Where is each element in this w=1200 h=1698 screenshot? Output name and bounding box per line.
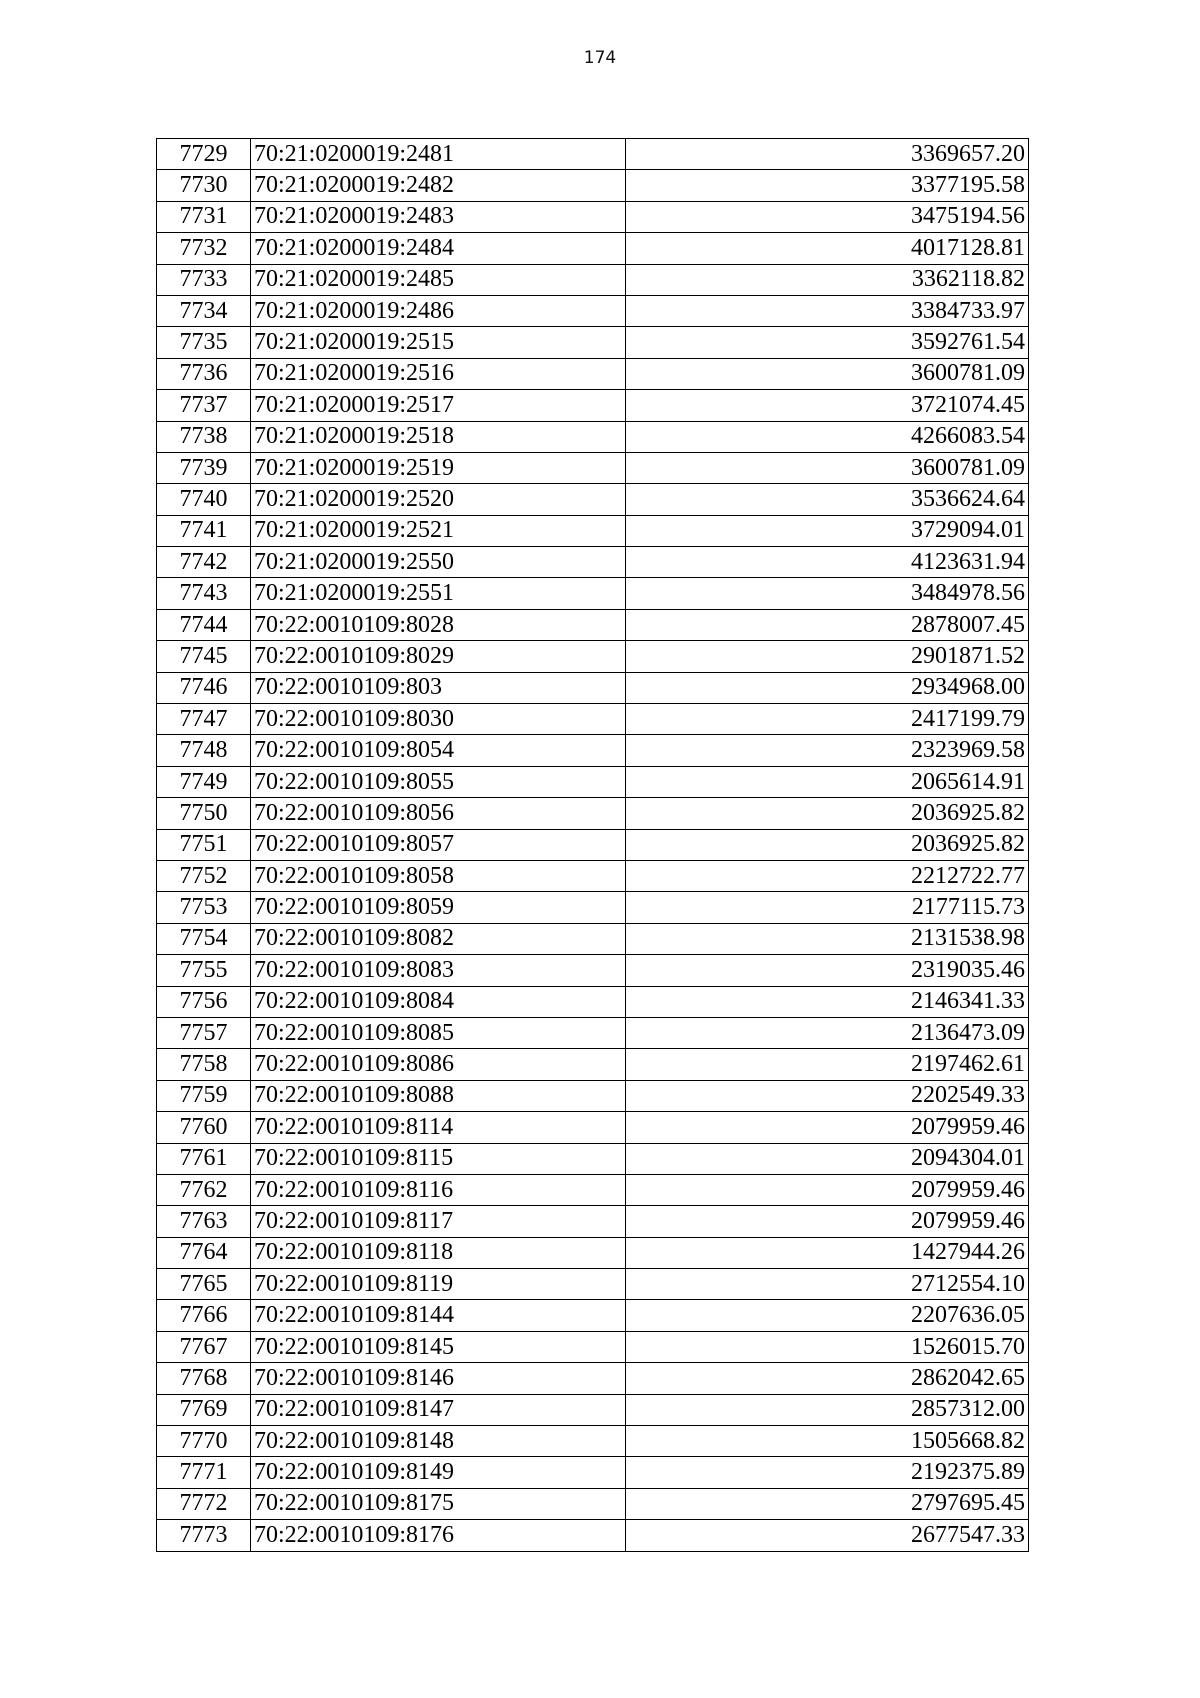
cadastral-value-cell: 2323969.58: [626, 735, 1029, 766]
cadastral-value-cell: 2079959.46: [626, 1206, 1029, 1237]
row-number-cell: 7761: [157, 1143, 251, 1174]
cadastral-number-cell: 70:21:0200019:2482: [251, 170, 626, 201]
cadastral-value-cell: 2146341.33: [626, 986, 1029, 1017]
cadastral-number-cell: 70:21:0200019:2485: [251, 264, 626, 295]
table-row: [157, 1269, 1029, 1300]
cadastral-value-cell: 3592761.54: [626, 327, 1029, 358]
cadastral-number-cell: 70:22:0010109:8055: [251, 766, 626, 797]
cadastral-number-cell: 70:21:0200019:2481: [251, 139, 626, 170]
table-row: [157, 1080, 1029, 1111]
table-row: [157, 609, 1029, 640]
cadastral-number-cell: 70:22:0010109:8057: [251, 829, 626, 860]
cadastral-value-cell: 2934968.00: [626, 672, 1029, 703]
row-number-cell: 7764: [157, 1237, 251, 1268]
cadastral-value-cell: 4123631.94: [626, 547, 1029, 578]
cadastral-number-cell: 70:22:0010109:803: [251, 672, 626, 703]
cadastral-value-cell: 3369657.20: [626, 139, 1029, 170]
table-row: [157, 327, 1029, 358]
row-number-cell: 7731: [157, 201, 251, 232]
table-row: [157, 923, 1029, 954]
row-number-cell: 7750: [157, 798, 251, 829]
cadastral-value-cell: 2136473.09: [626, 1017, 1029, 1048]
table-row: [157, 892, 1029, 923]
cadastral-number-cell: 70:22:0010109:8059: [251, 892, 626, 923]
cadastral-number-cell: 70:22:0010109:8056: [251, 798, 626, 829]
cadastral-number-cell: 70:21:0200019:2520: [251, 484, 626, 515]
cadastral-value-cell: 2207636.05: [626, 1300, 1029, 1331]
row-number-cell: 7738: [157, 421, 251, 452]
row-number-cell: 7745: [157, 641, 251, 672]
cadastral-number-cell: 70:21:0200019:2519: [251, 452, 626, 483]
cadastral-number-cell: 70:22:0010109:8082: [251, 923, 626, 954]
table-row: [157, 1520, 1029, 1551]
cadastral-number-cell: 70:22:0010109:8175: [251, 1488, 626, 1519]
cadastral-value-cell: 3384733.97: [626, 295, 1029, 326]
cadastral-value-cell: 1427944.26: [626, 1237, 1029, 1268]
cadastral-number-cell: 70:21:0200019:2516: [251, 358, 626, 389]
table-row: [157, 829, 1029, 860]
row-number-cell: 7766: [157, 1300, 251, 1331]
cadastral-number-cell: 70:22:0010109:8116: [251, 1174, 626, 1205]
cadastral-value-cell: 2212722.77: [626, 860, 1029, 891]
table-row: [157, 201, 1029, 232]
cadastral-value-cell: 2094304.01: [626, 1143, 1029, 1174]
cadastral-value-cell: 3475194.56: [626, 201, 1029, 232]
row-number-cell: 7767: [157, 1331, 251, 1362]
cadastral-value-cell: 1505668.82: [626, 1426, 1029, 1457]
row-number-cell: 7762: [157, 1174, 251, 1205]
row-number-cell: 7765: [157, 1269, 251, 1300]
row-number-cell: 7759: [157, 1080, 251, 1111]
cadastral-value-cell: 2079959.46: [626, 1112, 1029, 1143]
table-row: [157, 986, 1029, 1017]
cadastral-number-cell: 70:22:0010109:8085: [251, 1017, 626, 1048]
cadastral-value-cell: 2036925.82: [626, 829, 1029, 860]
cadastral-number-cell: 70:21:0200019:2518: [251, 421, 626, 452]
row-number-cell: 7756: [157, 986, 251, 1017]
cadastral-value-table: [156, 138, 1029, 1552]
table-row: [157, 233, 1029, 264]
table-row: [157, 1457, 1029, 1488]
cadastral-value-cell: 2319035.46: [626, 955, 1029, 986]
cadastral-number-cell: 70:22:0010109:8088: [251, 1080, 626, 1111]
cadastral-number-cell: 70:21:0200019:2515: [251, 327, 626, 358]
cadastral-value-cell: 2131538.98: [626, 923, 1029, 954]
cadastral-number-cell: 70:21:0200019:2486: [251, 295, 626, 326]
row-number-cell: 7741: [157, 515, 251, 546]
cadastral-number-cell: 70:22:0010109:8146: [251, 1363, 626, 1394]
cadastral-number-cell: 70:21:0200019:2517: [251, 390, 626, 421]
cadastral-number-cell: 70:22:0010109:8149: [251, 1457, 626, 1488]
row-number-cell: 7773: [157, 1520, 251, 1551]
row-number-cell: 7742: [157, 547, 251, 578]
table-row: [157, 704, 1029, 735]
cadastral-value-cell: 3600781.09: [626, 358, 1029, 389]
cadastral-number-cell: 70:22:0010109:8119: [251, 1269, 626, 1300]
cadastral-value-cell: 2878007.45: [626, 609, 1029, 640]
table-row: [157, 139, 1029, 170]
cadastral-value-cell: 2065614.91: [626, 766, 1029, 797]
table-row: [157, 358, 1029, 389]
row-number-cell: 7747: [157, 704, 251, 735]
row-number-cell: 7757: [157, 1017, 251, 1048]
cadastral-value-cell: 3600781.09: [626, 452, 1029, 483]
table-row: [157, 641, 1029, 672]
table-row: [157, 766, 1029, 797]
cadastral-number-cell: 70:22:0010109:8029: [251, 641, 626, 672]
table-row: [157, 390, 1029, 421]
table-row: [157, 1331, 1029, 1362]
row-number-cell: 7760: [157, 1112, 251, 1143]
table-row: [157, 484, 1029, 515]
row-number-cell: 7755: [157, 955, 251, 986]
row-number-cell: 7730: [157, 170, 251, 201]
table-row: [157, 264, 1029, 295]
cadastral-value-cell: 3362118.82: [626, 264, 1029, 295]
row-number-cell: 7744: [157, 609, 251, 640]
table-row: [157, 1112, 1029, 1143]
cadastral-value-cell: 2192375.89: [626, 1457, 1029, 1488]
row-number-cell: 7729: [157, 139, 251, 170]
cadastral-number-cell: 70:22:0010109:8115: [251, 1143, 626, 1174]
cadastral-value-cell: 2036925.82: [626, 798, 1029, 829]
cadastral-value-cell: 3536624.64: [626, 484, 1029, 515]
cadastral-value-cell: 3484978.56: [626, 578, 1029, 609]
cadastral-number-cell: 70:22:0010109:8147: [251, 1394, 626, 1425]
table-row: [157, 170, 1029, 201]
cadastral-number-cell: 70:22:0010109:8084: [251, 986, 626, 1017]
table-row: [157, 1206, 1029, 1237]
row-number-cell: 7736: [157, 358, 251, 389]
cadastral-number-cell: 70:22:0010109:8054: [251, 735, 626, 766]
cadastral-value-cell: 3729094.01: [626, 515, 1029, 546]
cadastral-number-cell: 70:22:0010109:8118: [251, 1237, 626, 1268]
cadastral-number-cell: 70:21:0200019:2550: [251, 547, 626, 578]
table-row: [157, 1143, 1029, 1174]
cadastral-value-cell: 2079959.46: [626, 1174, 1029, 1205]
row-number-cell: 7740: [157, 484, 251, 515]
table-row: [157, 547, 1029, 578]
cadastral-number-cell: 70:22:0010109:8176: [251, 1520, 626, 1551]
table-row: [157, 798, 1029, 829]
row-number-cell: 7734: [157, 295, 251, 326]
table-row: [157, 1017, 1029, 1048]
cadastral-value-cell: 4017128.81: [626, 233, 1029, 264]
table-row: [157, 1237, 1029, 1268]
page-number: 174: [583, 48, 617, 68]
row-number-cell: 7737: [157, 390, 251, 421]
row-number-cell: 7768: [157, 1363, 251, 1394]
cadastral-number-cell: 70:22:0010109:8028: [251, 609, 626, 640]
cadastral-number-cell: 70:22:0010109:8083: [251, 955, 626, 986]
cadastral-number-cell: 70:22:0010109:8114: [251, 1112, 626, 1143]
row-number-cell: 7749: [157, 766, 251, 797]
table-row: [157, 735, 1029, 766]
row-number-cell: 7751: [157, 829, 251, 860]
row-number-cell: 7739: [157, 452, 251, 483]
table-row: [157, 955, 1029, 986]
cadastral-value-cell: 2202549.33: [626, 1080, 1029, 1111]
cadastral-number-cell: 70:22:0010109:8144: [251, 1300, 626, 1331]
row-number-cell: 7771: [157, 1457, 251, 1488]
cadastral-number-cell: 70:22:0010109:8058: [251, 860, 626, 891]
row-number-cell: 7748: [157, 735, 251, 766]
row-number-cell: 7772: [157, 1488, 251, 1519]
row-number-cell: 7770: [157, 1426, 251, 1457]
table-row: [157, 1049, 1029, 1080]
row-number-cell: 7758: [157, 1049, 251, 1080]
cadastral-value-cell: 2197462.61: [626, 1049, 1029, 1080]
cadastral-number-cell: 70:22:0010109:8117: [251, 1206, 626, 1237]
row-number-cell: 7746: [157, 672, 251, 703]
cadastral-value-cell: 2901871.52: [626, 641, 1029, 672]
table-row: [157, 672, 1029, 703]
table-row: [157, 1363, 1029, 1394]
cadastral-number-cell: 70:22:0010109:8086: [251, 1049, 626, 1080]
row-number-cell: 7743: [157, 578, 251, 609]
table-row: [157, 1394, 1029, 1425]
cadastral-number-cell: 70:22:0010109:8148: [251, 1426, 626, 1457]
cadastral-value-cell: 2712554.10: [626, 1269, 1029, 1300]
row-number-cell: 7735: [157, 327, 251, 358]
row-number-cell: 7769: [157, 1394, 251, 1425]
cadastral-number-cell: 70:21:0200019:2551: [251, 578, 626, 609]
cadastral-value-cell: 2857312.00: [626, 1394, 1029, 1425]
cadastral-number-cell: 70:21:0200019:2484: [251, 233, 626, 264]
cadastral-value-cell: 2797695.45: [626, 1488, 1029, 1519]
row-number-cell: 7754: [157, 923, 251, 954]
table-row: [157, 1174, 1029, 1205]
table-row: [157, 578, 1029, 609]
cadastral-value-cell: 3721074.45: [626, 390, 1029, 421]
cadastral-value-cell: 2862042.65: [626, 1363, 1029, 1394]
cadastral-value-cell: 2677547.33: [626, 1520, 1029, 1551]
table-row: [157, 421, 1029, 452]
table-row: [157, 295, 1029, 326]
table-row: [157, 1488, 1029, 1519]
cadastral-number-cell: 70:22:0010109:8145: [251, 1331, 626, 1362]
cadastral-value-cell: 2417199.79: [626, 704, 1029, 735]
cadastral-number-cell: 70:21:0200019:2521: [251, 515, 626, 546]
row-number-cell: 7733: [157, 264, 251, 295]
table-row: [157, 860, 1029, 891]
cadastral-value-cell: 4266083.54: [626, 421, 1029, 452]
cadastral-value-cell: 2177115.73: [626, 892, 1029, 923]
row-number-cell: 7732: [157, 233, 251, 264]
table-body: [157, 139, 1029, 1552]
row-number-cell: 7753: [157, 892, 251, 923]
cadastral-value-cell: 3377195.58: [626, 170, 1029, 201]
table-row: [157, 452, 1029, 483]
table-row: [157, 1300, 1029, 1331]
row-number-cell: 7752: [157, 860, 251, 891]
cadastral-number-cell: 70:22:0010109:8030: [251, 704, 626, 735]
cadastral-value-cell: 1526015.70: [626, 1331, 1029, 1362]
table-row: [157, 515, 1029, 546]
table-row: [157, 1426, 1029, 1457]
row-number-cell: 7763: [157, 1206, 251, 1237]
cadastral-number-cell: 70:21:0200019:2483: [251, 201, 626, 232]
